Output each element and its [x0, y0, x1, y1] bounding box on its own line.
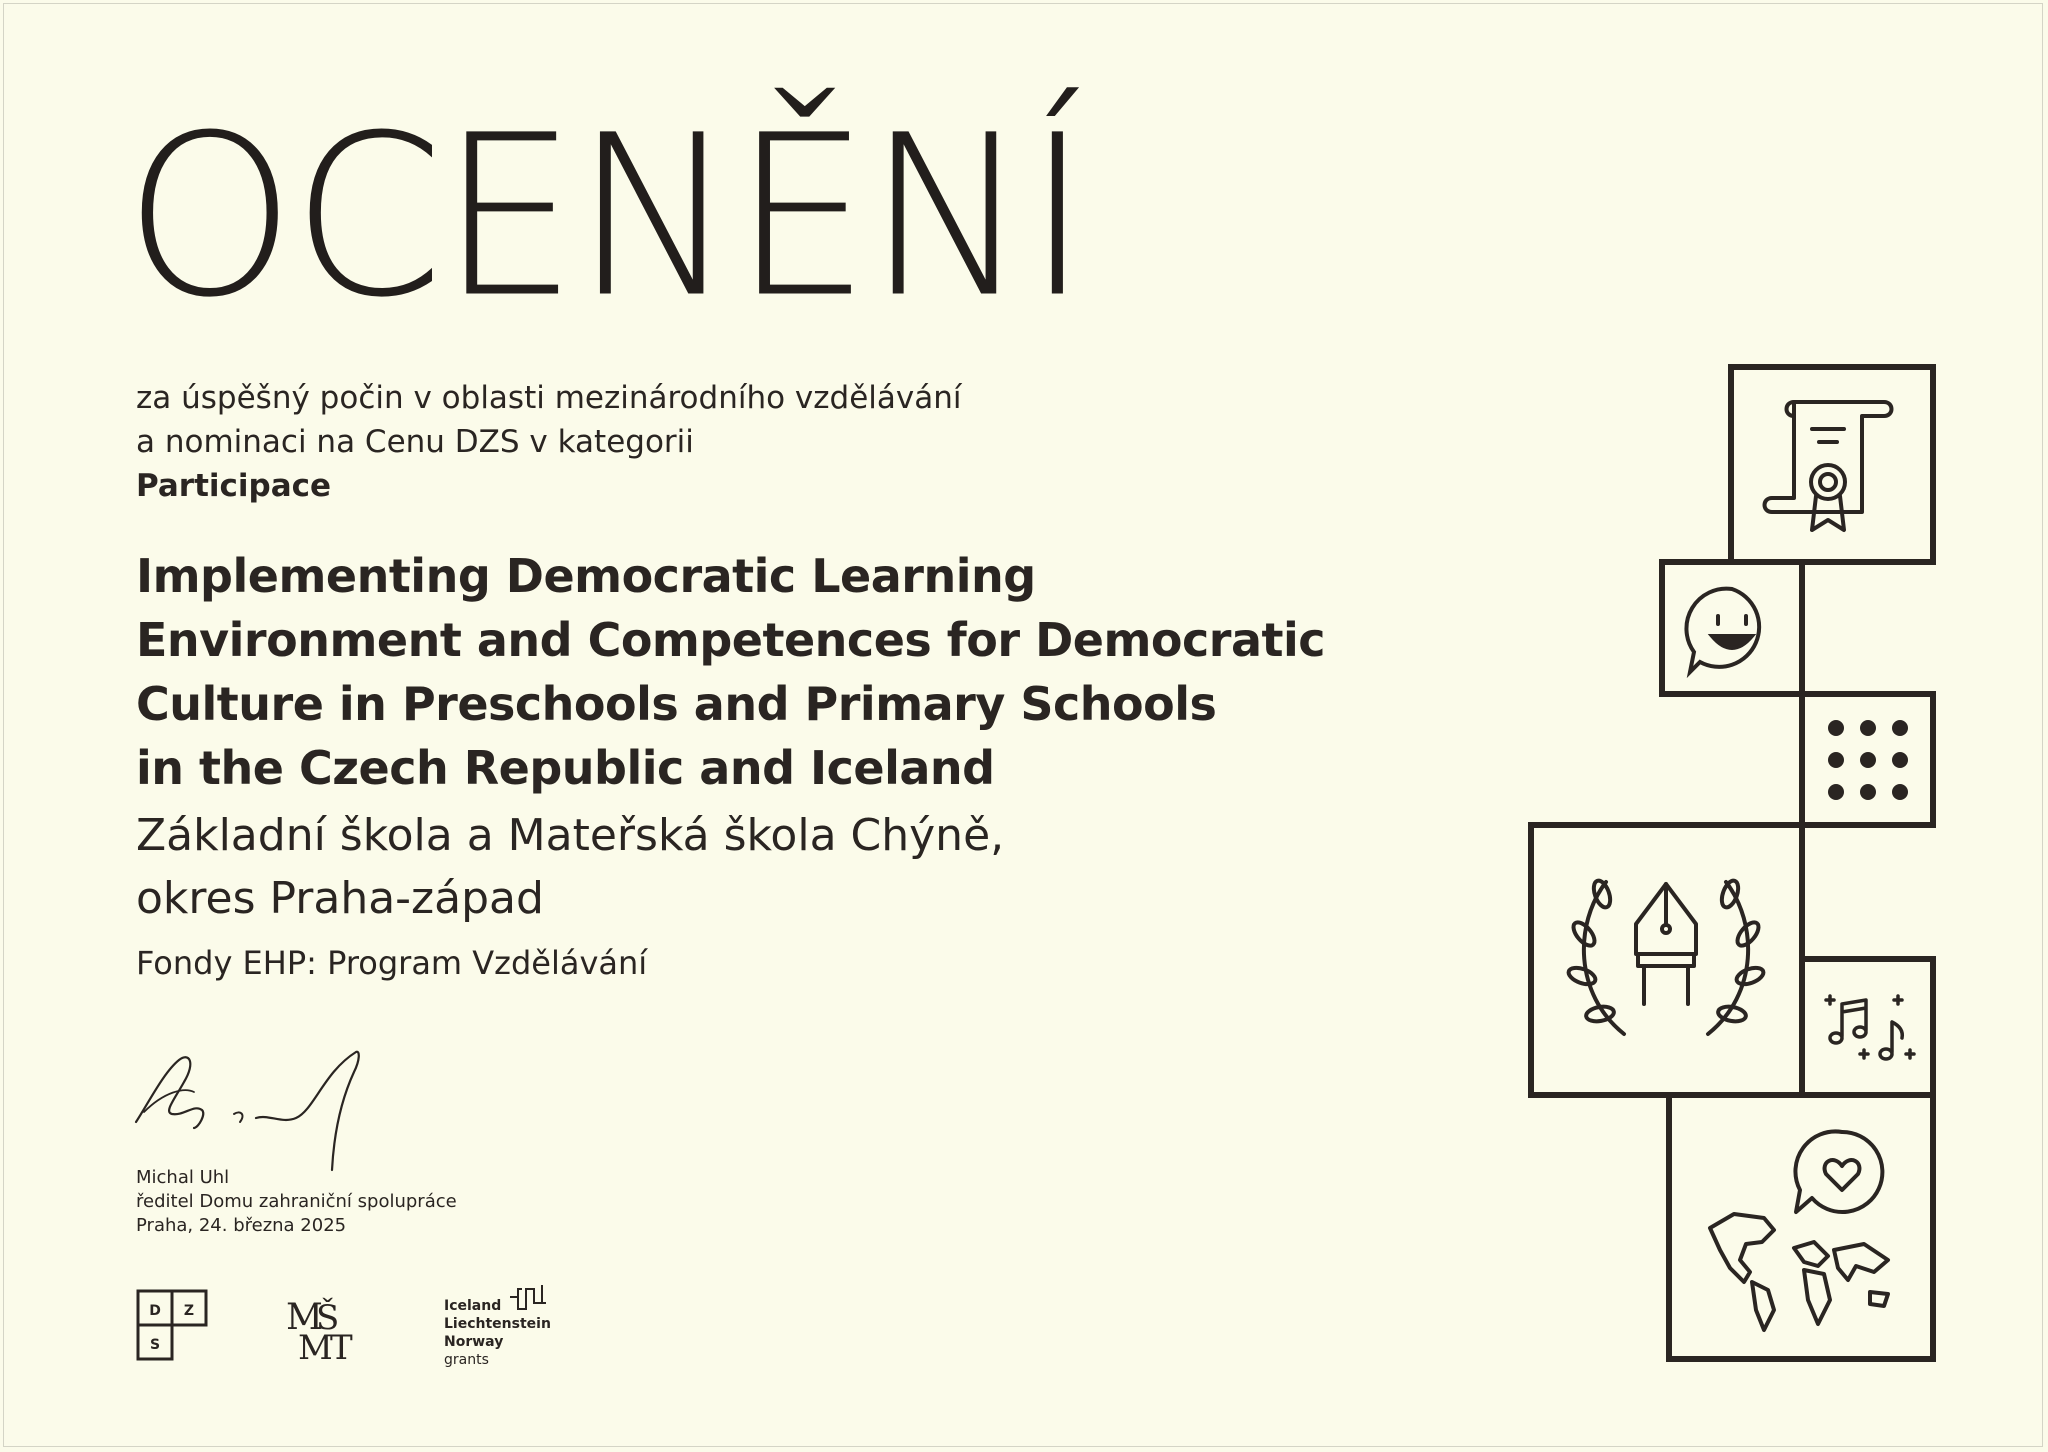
project-title-line: Culture in Preschools and Primary Schools — [136, 677, 1217, 731]
decorative-icon-tiles — [4, 4, 2044, 1448]
project-title-line: Implementing Democratic Learning — [136, 549, 1036, 603]
dzs-letter: D — [149, 1303, 161, 1319]
intro-line-1: za úspěšný počin v oblasti mezinárodního vzdělávání — [136, 380, 962, 416]
tile-smiley — [1662, 562, 1802, 694]
tile-pen — [1531, 825, 1802, 1095]
award-category: Participace — [136, 468, 332, 504]
grants-line: Liechtenstein — [444, 1316, 551, 1332]
intro-line-2: a nominaci na Cenu DZS v kategorii — [136, 424, 694, 460]
msmt-letter: M — [286, 1297, 323, 1338]
certificate-title: OCENĚNÍ — [124, 88, 1086, 347]
project-title-line: in the Czech Republic and Iceland — [136, 741, 995, 795]
smiley-speech-bubble-icon — [1686, 589, 1759, 672]
school-name-line: okres Praha-západ — [136, 873, 544, 924]
signing-place-date: Praha, 24. března 2025 — [136, 1215, 347, 1236]
grants-suffix: grants — [444, 1352, 489, 1368]
dots-grid-icon — [1828, 720, 1908, 800]
grants-line: Iceland — [444, 1298, 502, 1314]
grants-line: Norway — [444, 1334, 504, 1350]
certificate-page — [3, 3, 2043, 1447]
signer-role: ředitel Domu zahraniční spolupráce — [136, 1191, 457, 1212]
fountain-pen-laurel-icon — [1566, 878, 1765, 1034]
diploma-scroll-icon — [1765, 402, 1892, 530]
fund-program: Fondy EHP: Program Vzdělávání — [136, 944, 648, 982]
dzs-letter: S — [149, 1337, 161, 1353]
msmt-letter: Š — [316, 1298, 340, 1338]
world-map-heart-icon — [1710, 1131, 1888, 1330]
project-title-line: Environment and Competences for Democratic — [136, 613, 1326, 667]
msmt-letter: T — [330, 1328, 353, 1365]
signer-name: Michal Uhl — [136, 1167, 230, 1188]
dzs-letter: Z — [183, 1303, 195, 1319]
msmt-letter: M — [298, 1328, 333, 1365]
school-name-line: Základní škola a Mateřská škola Chýně, — [136, 810, 1005, 861]
music-notes-icon — [1826, 996, 1914, 1059]
